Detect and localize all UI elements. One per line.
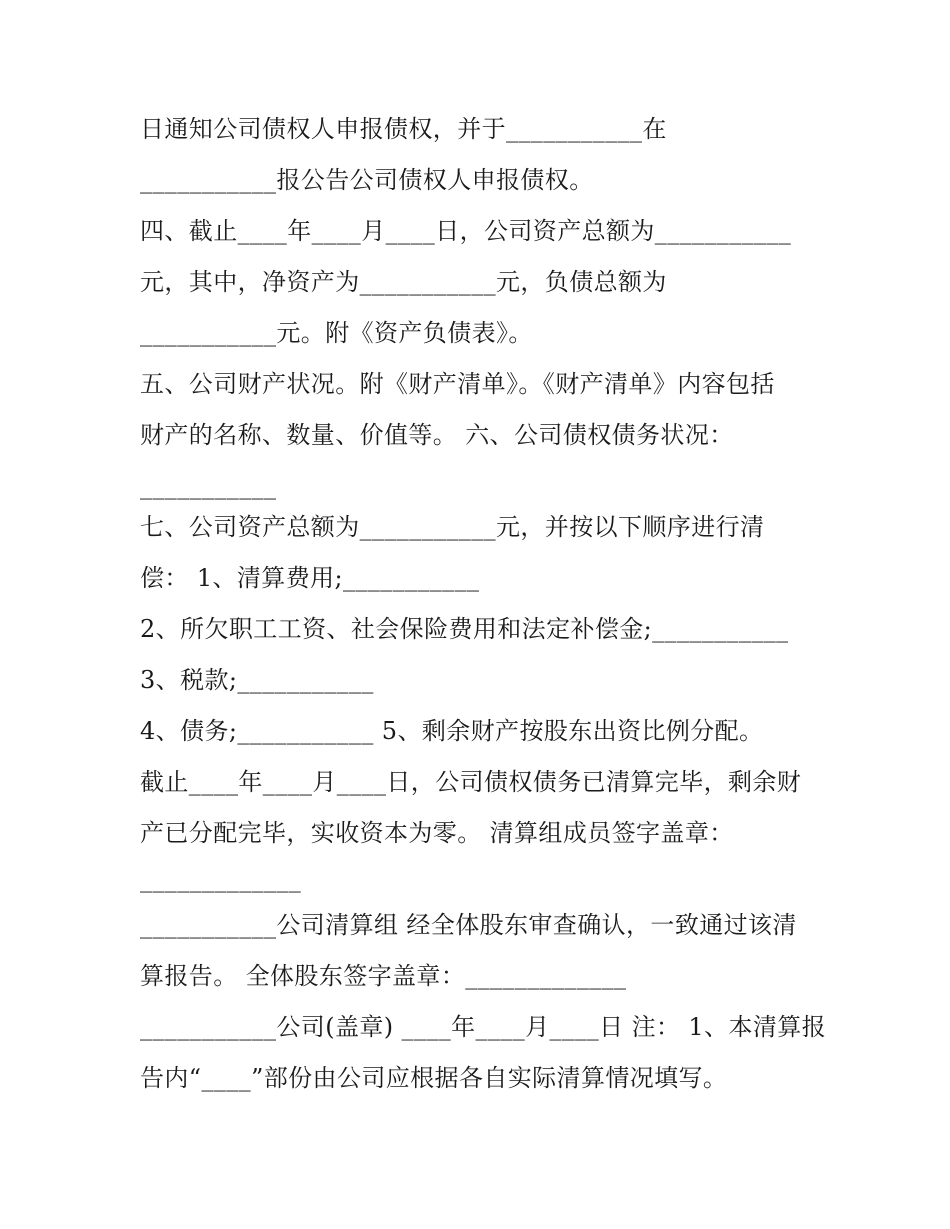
text-line: 产已分配完毕，实收资本为零。 清算组成员签字盖章：: [140, 819, 734, 847]
text-line: 偿： 1、清算费用;___________: [140, 564, 480, 592]
text-line: 截止____年____月____日，公司债权债务已清算完毕，剩余财: [140, 768, 802, 796]
text-line: 4、债务;___________ 5、剩余财产按股东出资比例分配。: [140, 717, 764, 745]
text-line: 3、税款;___________: [140, 666, 374, 694]
text-line: 元，其中，净资产为___________元，负债总额为: [140, 268, 667, 296]
text-line: 五、公司财产状况。附《财产清单》。《财产清单》内容包括: [140, 370, 775, 398]
text-line: ___________报公告公司债权人申报债权。: [140, 166, 594, 194]
text-line: ___________: [140, 472, 277, 500]
text-line: _____________: [140, 865, 302, 893]
text-line: 算报告。 全体股东签字盖章：_____________: [140, 962, 627, 990]
text-line: 日通知公司债权人申报债权，并于___________在: [140, 115, 667, 143]
text-line: 2、所欠职工工资、社会保险费用和法定补偿金;___________: [140, 615, 789, 643]
text-line: 四、截止____年____月____日，公司资产总额为___________: [140, 217, 792, 245]
text-line: 告内“____”部份由公司应根据各自实际清算情况填写。: [140, 1064, 728, 1092]
text-line: 财产的名称、数量、价值等。 六、公司债权债务状况：: [140, 421, 734, 449]
text-line: 七、公司资产总额为___________元，并按以下顺序进行清: [140, 513, 765, 541]
text-line: ___________公司(盖章) ____年____月____日 注： 1、本清算报: [140, 1013, 827, 1041]
text-line: ___________元。附《资产负债表》。: [140, 319, 533, 347]
text-line: ___________公司清算组 经全体股东审查确认，一致通过该清: [140, 911, 797, 939]
